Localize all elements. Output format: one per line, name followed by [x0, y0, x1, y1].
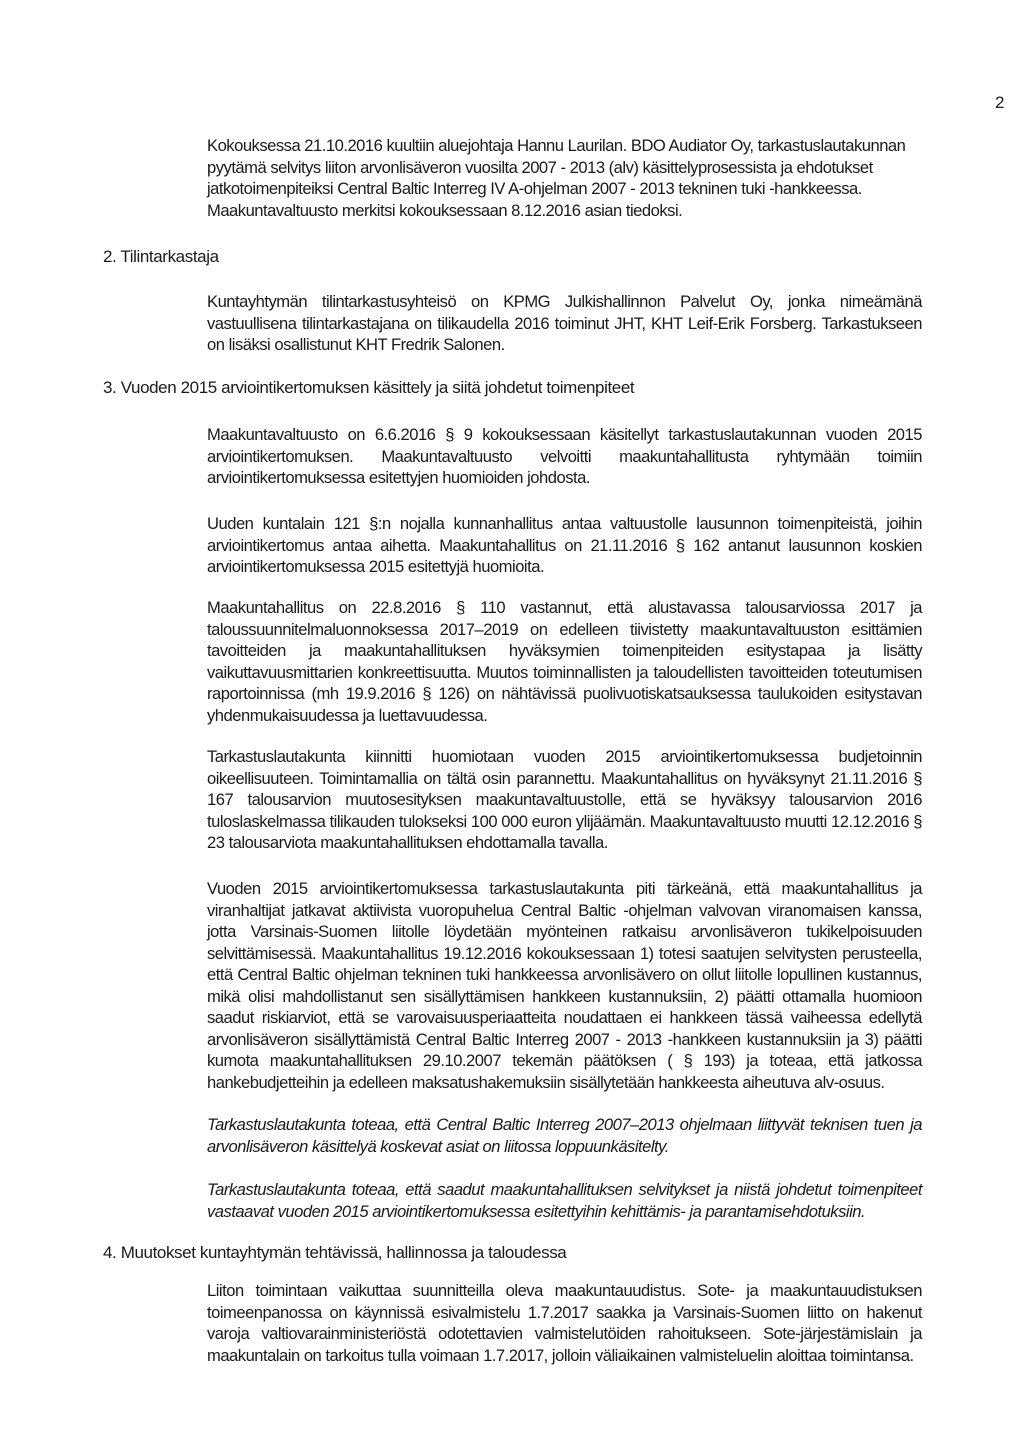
section-2-paragraph: Kuntayhtymän tilintarkastusyhteisö on KPMG Julkishallinnon Palvelut Oy, jonka nimeämänä vastuullisena tilintarkastajana on tilikaudella 2016 toiminut JHT, KHT Leif-Erik Forsberg. Tarkastukseen on lisäksi osallistunut KHT Fredrik Salonen. [207, 292, 922, 354]
section-3-paragraph-1: Maakuntavaltuusto on 6.6.2016 § 9 kokouksessaan käsitellyt tarkastuslautakunnan vuoden 2015 arviointikertomuksen. Maakuntavaltuusto velvoitti maakuntahallitusta ryhtymään toimiin arviointikertomuksessa esitettyjen huomioiden johdosta. [207, 425, 922, 487]
page-number: 2 [995, 93, 1005, 112]
section-3-heading: 3. Vuoden 2015 arviointikertomuksen käsittely ja siitä johdetut toimenpiteet [103, 378, 635, 397]
section-2-heading: 2. Tilintarkastaja [103, 247, 219, 266]
section-3-conclusion-1: Tarkastuslautakunta toteaa, että Central Baltic Interreg 2007–2013 ohjelmaan liittyvät teknisen tuen ja arvonlisäveron käsittelyä koskevat asiat on liitossa loppuunkäsitelty. [207, 1115, 922, 1156]
section-3-paragraph-5: Vuoden 2015 arviointikertomuksessa tarkastuslautakunta piti tärkeänä, että maakuntahallitus ja viranhaltijat jatkavat aktiivista vuoropuhelua Central Baltic -ohjelman valvovan viranomaisen kanssa, jotta Varsinais-Suomen liitolle löydetään myönteinen ratkaisu arvonlisäveron tukikelpoisuuden selvittämisessä. Maakuntahallitus 19.12.2016 kokouksessaan 1) totesi saatujen selvitysten perusteella, että Central Baltic ohjelman tekninen tuki hankkeessa arvonlisävero on ollut liitolle lopullinen kustannus, mikä olisi mahdollistanut sen sisällyttämisen hankkeen kustannuksiin, 2) päätti ottamalla huomioon saadut riskiarviot, että se varovaisuusperiaatteita noudattaen ei hankkeen tässä vaiheessa edellytä arvonlisäveron sisällyttämistä Central Baltic Interreg 2007 - 2013 -hankkeen kustannuksiin ja 3) päätti kumota maakuntahallituksen 29.10.2007 tekemän päätöksen ( § 193) ja toteaa, että jatkossa hankebudjetteihin ja edelleen maksatushakemuksiin sisällytetään hankkeesta aiheutuva alv-osuus. [207, 879, 922, 1092]
section-3-paragraph-3: Maakuntahallitus on 22.8.2016 § 110 vastannut, että alustavassa talousarviossa 2017 ja taloussuunnitelmaluonnoksessa 2017–2019 on edelleen tiivistetty maakuntavaltuuston esittämien tavoitteiden ja maakuntahallituksen hyväksymien toimenpiteiden esitystapaa ja lisätty vaikuttavuusmittarien konkreettisuutta. Muutos toiminnallisten ja taloudellisten tavoitteiden toteutumisen raportoinnissa (mh 19.9.2016 § 126) on nähtävissä puolivuotiskatsauksessa taulukoiden esitystavan yhdenmukaisuudessa ja luettavuudessa. [207, 598, 922, 725]
section-4-paragraph: Liiton toimintaan vaikuttaa suunnitteilla oleva maakuntauudistus. Sote- ja maakuntauudistuksen toimeenpanossa on käynnissä esivalmistelu 1.7.2017 saakka ja Varsinais-Suomen liitto on hakenut varoja valtiovarainministeriöstä odotettavien valmistelutöiden rahoitukseen. Sote-järjestämislain ja maakuntalain on tarkoitus tulla voimaan 1.7.2017, jolloin väliaikainen valmisteluelin aloittaa toimintansa. [207, 1281, 922, 1365]
intro-paragraph: Kokouksessa 21.10.2016 kuultiin aluejohtaja Hannu Laurilan. BDO Audiator Oy, tarkastuslautakunnan pyytämä selvitys liiton arvonlisäveron vuosilta 2007 - 2013 (alv) käsittelyprosessista ja ehdotukset jatkotoimenpiteiksi Central Baltic Interreg IV A-ohjelman 2007 - 2013 tekninen tuki -hankkeessa. Maakuntavaltuusto merkitsi kokouksessaan 8.12.2016 asian tiedoksi. [207, 136, 906, 220]
section-3-conclusion-2: Tarkastuslautakunta toteaa, että saadut maakuntahallituksen selvitykset ja niistä johdetut toimenpiteet vastaavat vuoden 2015 arviointikertomuksessa esitettyihin kehittämis- ja parantamisehdotuksiin. [207, 1180, 922, 1221]
section-4-heading: 4. Muutokset kuntayhtymän tehtävissä, hallinnossa ja taloudessa [103, 1243, 567, 1262]
section-3-paragraph-2: Uuden kuntalain 121 §:n nojalla kunnanhallitus antaa valtuustolle lausunnon toimenpiteistä, joihin arviointikertomus antaa aihetta. Maakuntahallitus on 21.11.2016 § 162 antanut lausunnon koskien arviointikertomuksessa 2015 esitettyjä huomioita. [207, 514, 922, 576]
section-3-paragraph-4: Tarkastuslautakunta kiinnitti huomiotaan vuoden 2015 arviointikertomuksessa budjetoinnin oikeellisuuteen. Toimintamallia on tältä osin parannettu. Maakuntahallitus on hyväksynyt 21.11.2016 § 167 talousarvion muutosesityksen maakuntavaltuustolle, että se hyväksyy talousarvion 2016 tuloslaskelmassa tilikauden tulokseksi 100 000 euron ylijäämän. Maakuntavaltuusto muutti 12.12.2016 § 23 talousarviota maakuntahallituksen ehdottamalla tavalla. [207, 747, 922, 852]
